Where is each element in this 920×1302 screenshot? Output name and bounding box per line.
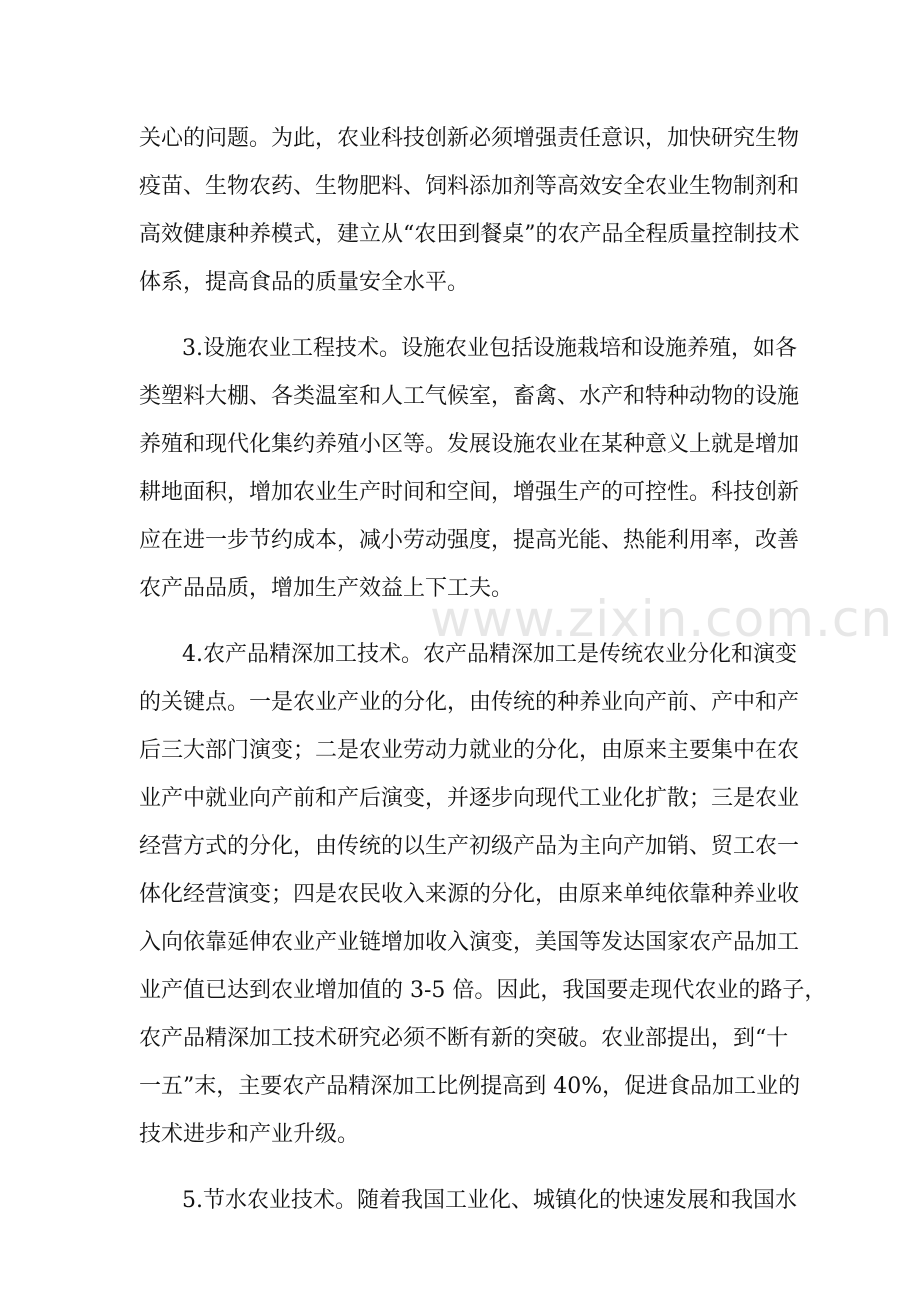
text-line: 类塑料大棚、各类温室和人工气候室，畜禽、水产和特种动物的设施 — [139, 384, 800, 409]
text-line: 高效健康种养模式，建立从“农田到餐桌”的农产品全程质量控制技术 — [139, 222, 800, 247]
text-line: 关心的问题。为此，农业科技创新必须增强责任意识，加快研究生物 — [139, 126, 800, 151]
text-line: 的关键点。一是农业产业的分化，由传统的种养业向产前、产中和产 — [139, 690, 800, 715]
paragraph-deep-processing — [139, 631, 827, 1159]
text-line: 一五”末，主要农产品精深加工比例提高到 40%，促进食品加工业的 — [139, 1074, 801, 1099]
text-line: 疫苗、生物农药、生物肥料、饲料添加剂等高效安全农业生物制剂和 — [139, 174, 800, 199]
text-line: 体系，提高食品的质量安全水平。 — [139, 270, 470, 295]
text-line: 3.设施农业工程技术。设施农业包括设施栽培和设施养殖，如各 — [182, 336, 797, 361]
text-line: 应在进一步节约成本，减小劳动强度，提高光能、热能利用率，改善 — [139, 528, 800, 553]
paragraph-gap — [139, 1159, 784, 1177]
document-body — [139, 115, 827, 1225]
text-line: 4.农产品精深加工技术。农产品精深加工是传统农业分化和演变 — [182, 642, 797, 667]
text-line: 农产品品质，增加生产效益上下工夫。 — [139, 576, 514, 601]
paragraph-continued — [139, 115, 800, 307]
text-line: 技术进步和产业升级。 — [139, 1122, 360, 1147]
paragraph-water-saving — [139, 1177, 797, 1225]
text-line: 5.节水农业技术。随着我国工业化、城镇化的快速发展和我国水 — [182, 1188, 797, 1213]
text-line: 入向依靠延伸农业产业链增加收入演变，美国等发达国家农产品加工 — [139, 930, 800, 955]
paragraph-gap — [139, 307, 784, 325]
text-line: 后三大部门演变；二是农业劳动力就业的分化，由原来主要集中在农 — [139, 738, 800, 763]
paragraph-facility-agriculture — [139, 325, 800, 613]
text-line: 耕地面积，增加农业生产时间和空间，增强生产的可控性。科技创新 — [139, 480, 800, 505]
paragraph-gap — [139, 613, 784, 631]
text-line: 业产中就业向产前和产后演变，并逐步向现代工业化扩散；三是农业 — [139, 786, 800, 811]
text-line: 业产值已达到农业增加值的 3-5 倍。因此，我国要走现代农业的路子， — [139, 978, 827, 1003]
text-line: 经营方式的分化，由传统的以生产初级产品为主向产加销、贸工农一 — [139, 834, 800, 859]
text-line: 农产品精深加工技术研究必须不断有新的突破。农业部提出，到“十 — [139, 1026, 789, 1051]
text-line: 体化经营演变；四是农民收入来源的分化，由原来单纯依靠种养业收 — [139, 882, 800, 907]
watermark-text: www.zixin.com.cn — [430, 590, 894, 648]
text-line: 养殖和现代化集约养殖小区等。发展设施农业在某种意义上就是增加 — [139, 432, 800, 457]
